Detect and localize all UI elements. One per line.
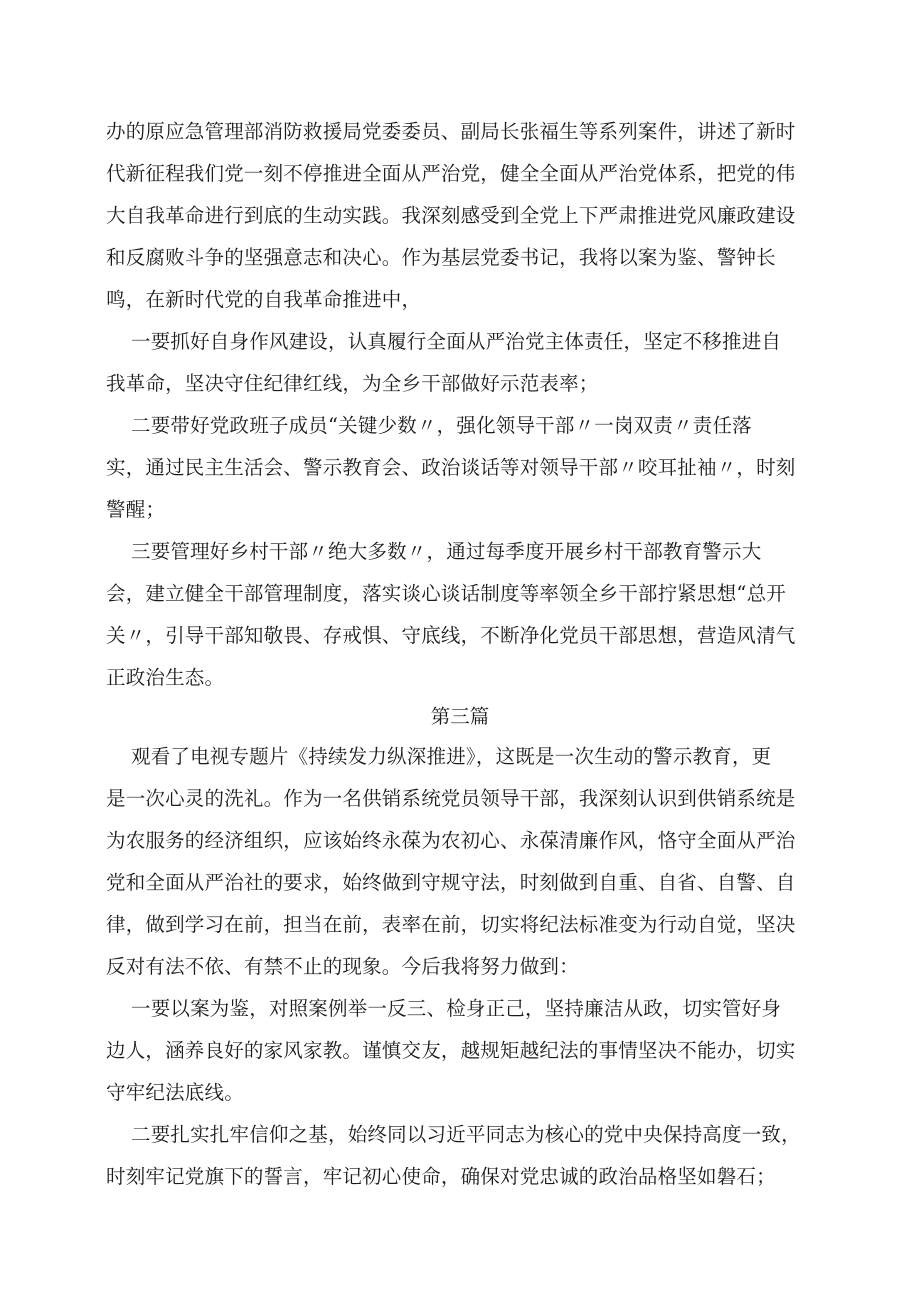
- text-line: 办的原应急管理部消防救援局党委委员、副局长张福生等系列案件，讲述了新时: [106, 120, 796, 143]
- text-line: 正政治生态。: [106, 666, 225, 689]
- text-line: 边人，涵养良好的家风家教。谨慎交友，越规矩越纪法的事情坚决不能办，切实: [106, 1039, 796, 1062]
- text-line: 是一次心灵的洗礼。作为一名供销系统党员领导干部，我深刻认识到供销系统是: [106, 787, 796, 810]
- text-line: 为农服务的经济组织，应该始终永葆为农初心、永葆清廉作风，恪守全面从严治: [106, 829, 796, 852]
- text-line: 律，做到学习在前，担当在前，表率在前，切实将纪法标准变为行动自觉，坚决: [106, 913, 796, 936]
- text-line: 守牢纪法底线。: [106, 1081, 244, 1104]
- text-line: 鸣，在新时代党的自我革命推进中，: [106, 288, 422, 311]
- text-line: 党和全面从严治社的要求，始终做到守规守法，时刻做到自重、自省、自警、自: [106, 871, 796, 894]
- text-line: 关〃，引导干部知敬畏、存戒惧、守底线，不断净化党员干部思想，营造风清气: [106, 624, 796, 647]
- text-line: 警醒；: [106, 498, 166, 521]
- text-line: 一要抓好自身作风建设，认真履行全面从严治党主体责任，坚定不移推进自: [131, 330, 782, 353]
- text-line: 我革命，坚决守住纪律红线，为全乡干部做好示范表率；: [106, 372, 599, 395]
- text-line: 时刻牢记党旗下的誓言，牢记初心使命，确保对党忠诚的政治品格坚如磐石；: [106, 1165, 776, 1188]
- text-line: 二要扎实扎牢信仰之基，始终同以习近平同志为核心的党中央保持高度一致，: [131, 1123, 801, 1146]
- text-line: 实，通过民主生活会、警示教育会、政治谈话等对领导干部〃咬耳扯袖〃，时刻: [106, 456, 796, 479]
- text-line: 观看了电视专题片《持续发力纵深推进》，这既是一次生动的警示教育，更: [131, 745, 772, 768]
- text-line: 三要管理好乡村干部〃绝大多数〃，通过每季度开展乡村干部教育警示大: [131, 540, 762, 563]
- text-line: 和反腐败斗争的坚强意志和决心。作为基层党委书记，我将以案为鉴、警钟长: [106, 246, 776, 269]
- section-heading: 第三篇: [430, 705, 490, 728]
- text-line: 反对有法不依、有禁不止的现象。今后我将努力做到：: [106, 955, 579, 978]
- text-line: 大自我革命进行到底的生动实践。我深刻感受到全党上下严肃推进党风廉政建设: [106, 204, 796, 227]
- text-line: 一要以案为鉴，对照案例举一反三、检身正己，坚持廉洁从政，切实管好身: [131, 997, 782, 1020]
- text-line: 二要带好党政班子成员“关键少数〃，强化领导干部〃一岗双责〃责任落: [131, 414, 752, 437]
- text-line: 代新征程我们党一刻不停推进全面从严治党，健全全面从严治党体系，把党的伟: [106, 162, 796, 185]
- text-line: 会，建立健全干部管理制度，落实谈心谈话制度等率领全乡干部拧紧思想“总开: [106, 582, 786, 605]
